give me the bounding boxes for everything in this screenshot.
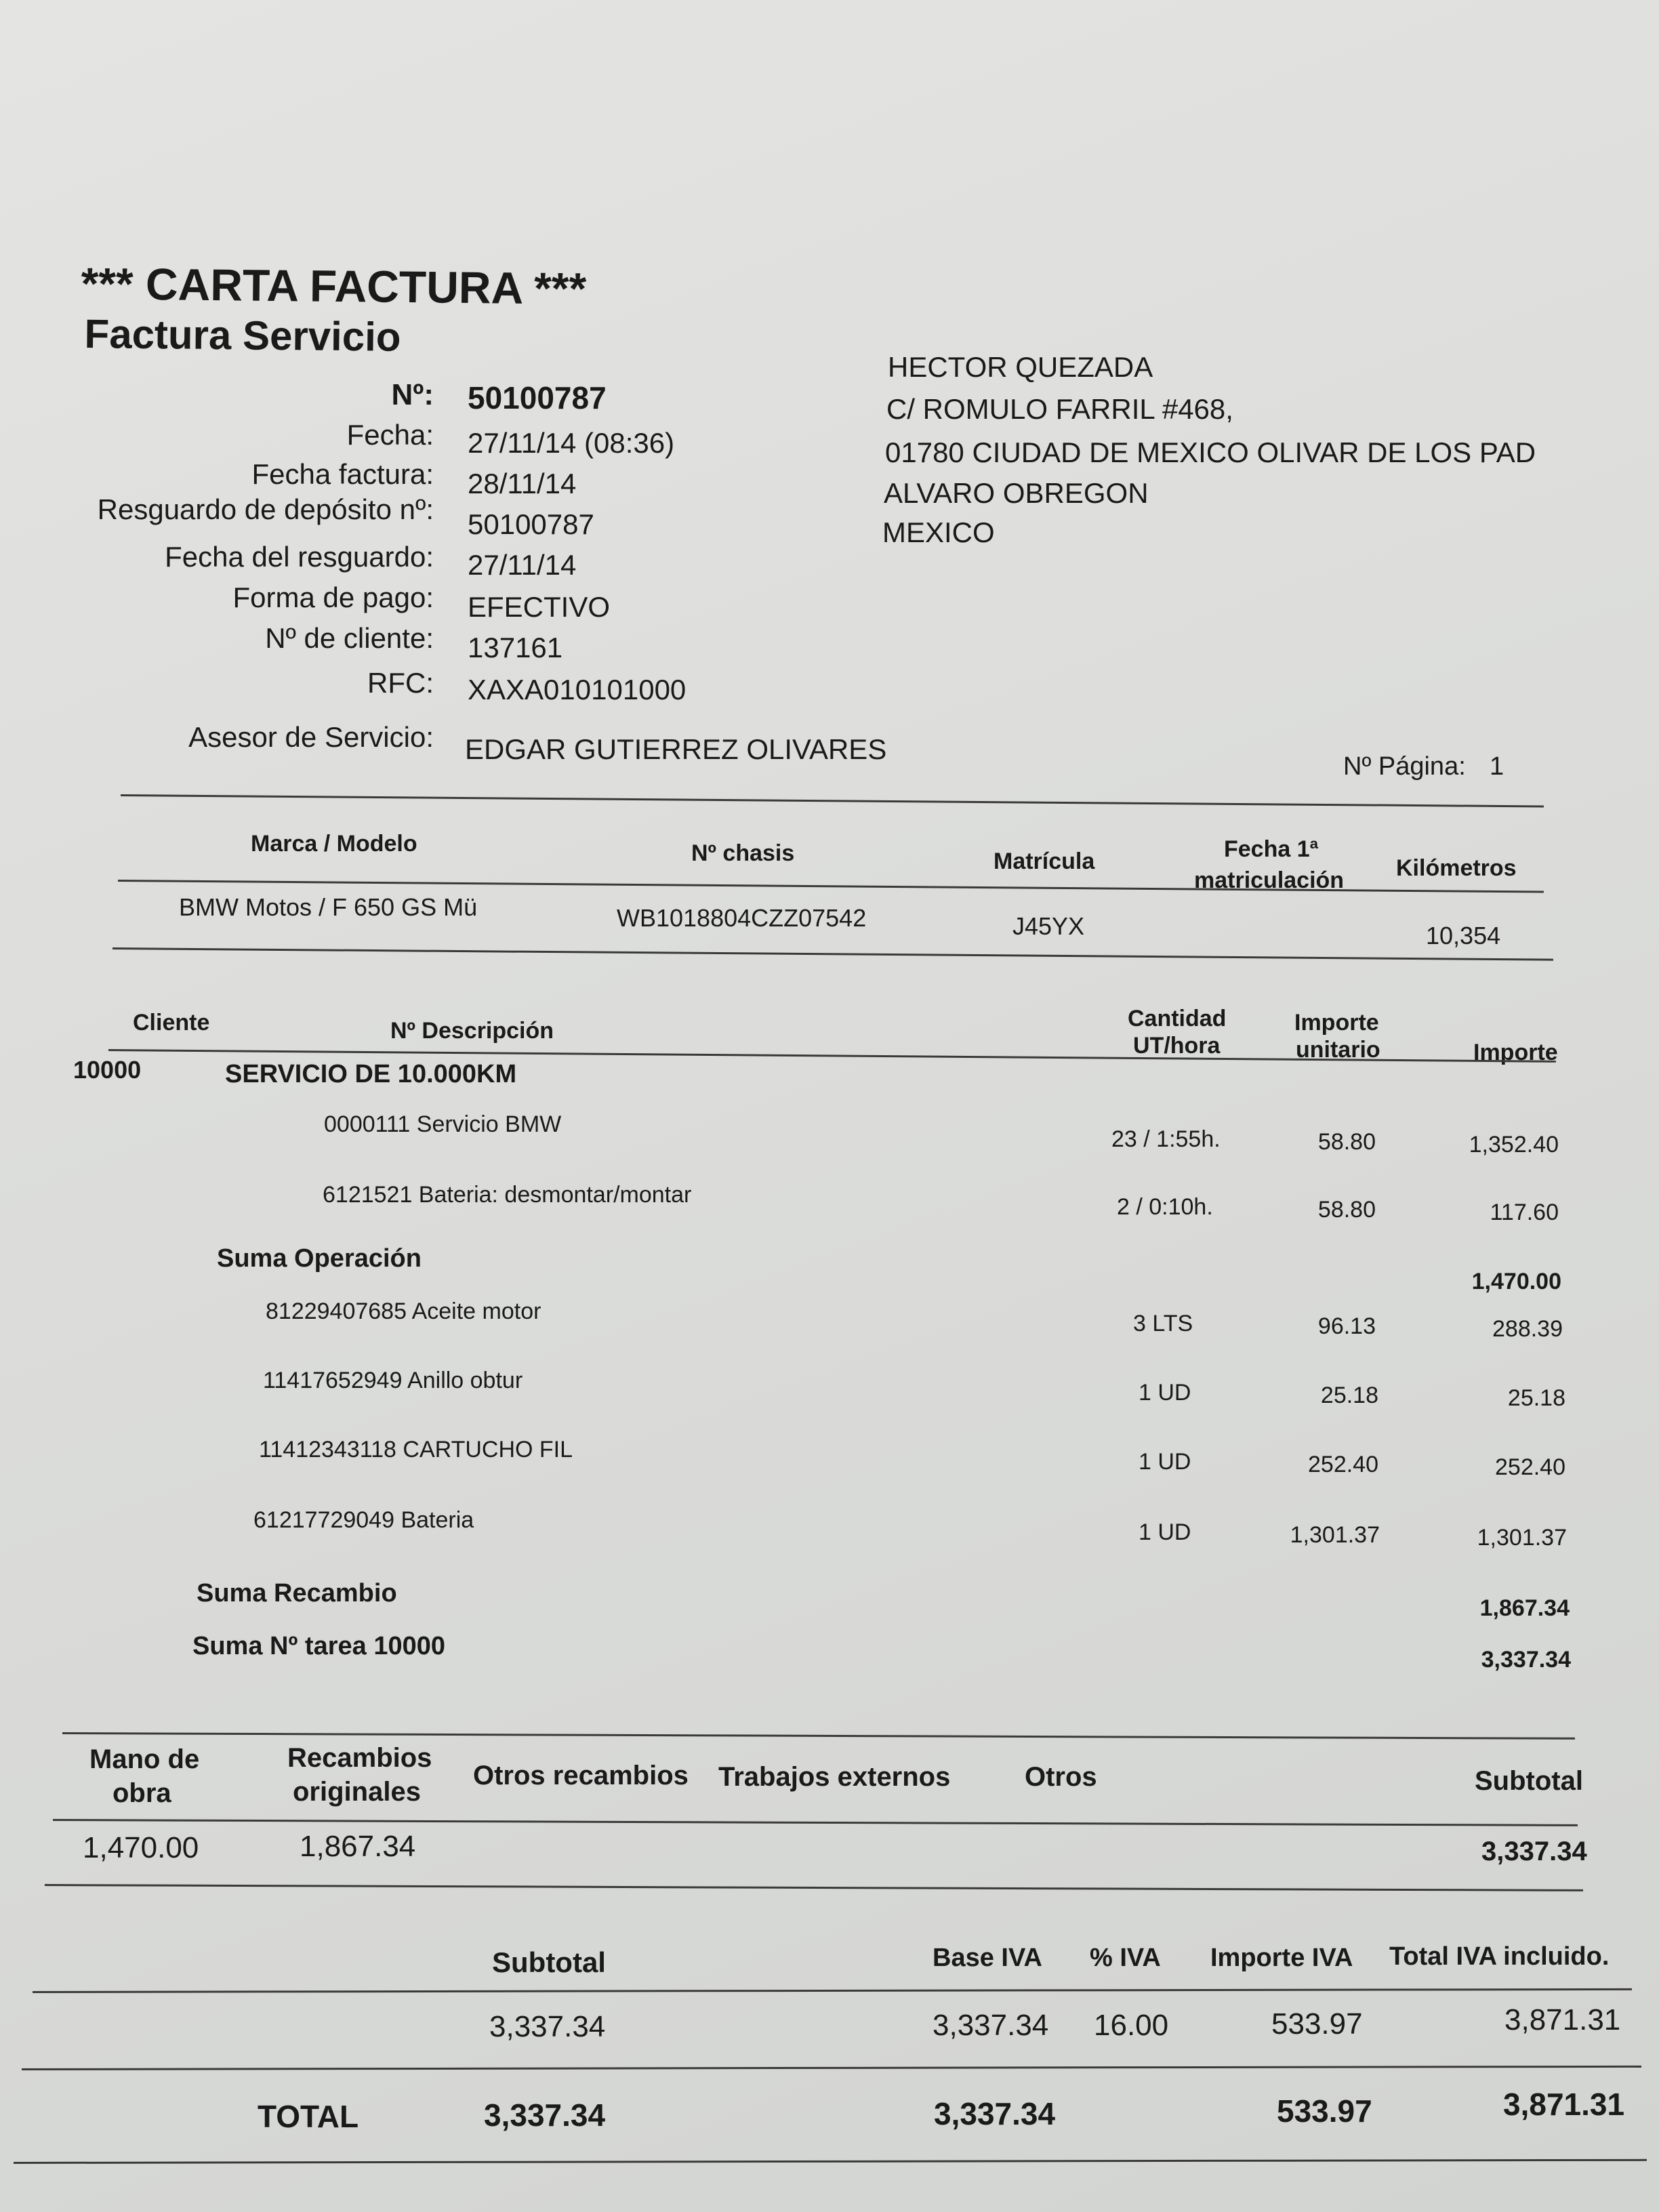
items-qty-header-2: UT/hora [1133,1033,1221,1059]
part-desc: 81229407685 Aceite motor [266,1298,541,1324]
vehicle-plate-header: Matrícula [994,848,1095,874]
suma-tarea-value: 3,337.34 [1481,1647,1571,1673]
deposit-number-label: Resguardo de depósito nº: [97,493,434,525]
labor-desc: 6121521 Bateria: desmontar/montar [323,1182,692,1208]
part-desc: 11417652949 Anillo obtur [263,1368,523,1393]
breakdown-labor-header-1: Mano de [89,1744,200,1774]
labor-desc: 0000111 Servicio BMW [324,1111,562,1137]
total-bottom-line [14,2159,1647,2164]
breakdown-others-header: Otros [1025,1762,1097,1792]
customer-city: 01780 CIUDAD DE MEXICO OLIVAR DE LOS PAD [885,436,1536,468]
part-amount: 25.18 [1507,1385,1565,1411]
part-qty: 1 UD [1139,1519,1191,1545]
suma-recambio-value: 1,867.34 [1479,1595,1570,1621]
part-amount: 252.40 [1495,1454,1565,1480]
labor-qty: 2 / 0:10h. [1117,1194,1213,1220]
vehicle-chassis-header: Nº chasis [691,840,795,866]
total-label: TOTAL [258,2099,359,2134]
tax-mid-line [22,2066,1641,2070]
customer-district: ALVARO OBREGON [884,477,1149,509]
breakdown-labor-value: 1,470.00 [83,1831,199,1864]
task-code: 10000 [73,1056,142,1084]
page-value: 1 [1490,752,1504,781]
invoice-date-label: Fecha factura: [251,458,434,490]
document-subtitle: Factura Servicio [84,310,401,360]
client-number-label: Nº de cliente: [265,622,434,654]
breakdown-parts-value: 1,867.34 [300,1830,416,1863]
part-amount: 288.39 [1492,1316,1563,1342]
total-subtotal: 3,337.34 [484,2097,606,2133]
tax-subtotal-value: 3,337.34 [489,2010,606,2043]
part-unit: 25.18 [1320,1382,1378,1408]
customer-street: C/ ROMULO FARRIL #468, [886,393,1233,425]
customer-name: HECTOR QUEZADA [888,351,1153,383]
deposit-date-value: 27/11/14 [468,549,577,581]
part-amount: 1,301.37 [1477,1525,1567,1551]
part-qty: 1 UD [1139,1449,1191,1475]
invoice-date-value: 28/11/14 [468,468,577,499]
vehicle-first-reg-header-1: Fecha 1ª [1224,836,1319,862]
deposit-date-label: Fecha del resguardo: [165,541,434,573]
document-title: *** CARTA FACTURA *** [81,258,587,314]
part-desc: 11412343118 CARTUCHO FIL [259,1437,573,1462]
breakdown-subtotal-value: 3,337.34 [1481,1837,1587,1866]
tax-amount-header: Importe IVA [1210,1944,1353,1972]
breakdown-bottom-line [45,1884,1583,1891]
items-client-header: Cliente [133,1010,210,1036]
suma-recambio-label: Suma Recambio [197,1579,397,1607]
part-unit: 96.13 [1317,1313,1376,1339]
date-value: 27/11/14 (08:36) [468,427,675,459]
part-qty: 1 UD [1139,1380,1191,1406]
part-unit: 252.40 [1308,1452,1378,1477]
items-desc-header: Nº Descripción [390,1018,554,1044]
items-amount-header: Importe [1473,1040,1558,1065]
suma-tarea-label: Suma Nº tarea 10000 [192,1632,445,1660]
vehicle-model: BMW Motos / F 650 GS Mü [179,893,478,921]
date-label: Fecha: [346,419,434,451]
labor-unit: 58.80 [1317,1129,1376,1155]
breakdown-parts-header-2: originales [293,1777,421,1807]
suma-operacion-value: 1,470.00 [1471,1269,1561,1294]
breakdown-parts-header-1: Recambios [287,1743,432,1773]
breakdown-external-header: Trabajos externos [718,1762,951,1792]
part-unit: 1,301.37 [1290,1522,1380,1548]
invoice-number-value: 50100787 [468,380,607,415]
payment-method-label: Forma de pago: [232,581,434,613]
vehicle-plate: J45YX [1012,912,1085,940]
labor-amount: 117.60 [1490,1200,1559,1225]
invoice-number-label: Nº: [391,378,434,411]
vehicle-first-reg-header-2: matriculación [1194,867,1345,893]
labor-amount: 1,352.40 [1469,1132,1559,1158]
part-desc: 61217729049 Bateria [253,1507,474,1533]
rfc-value: XAXA010101000 [468,674,687,705]
advisor-label: Asesor de Servicio: [188,721,434,753]
vehicle-model-header: Marca / Modelo [251,831,417,857]
breakdown-other-parts-header: Otros recambios [473,1761,689,1790]
items-unit-header-2: unitario [1296,1037,1380,1063]
total-tax: 533.97 [1277,2093,1372,2129]
payment-method-value: EFECTIVO [468,591,611,623]
advisor-value: EDGAR GUTIERREZ OLIVARES [465,733,887,765]
items-qty-header-1: Cantidad [1128,1006,1227,1031]
tax-base-header: Base IVA [933,1944,1042,1972]
labor-unit: 58.80 [1317,1197,1376,1223]
tax-subtotal-header: Subtotal [492,1946,606,1978]
breakdown-subtotal-header: Subtotal [1475,1766,1583,1796]
task-title: SERVICIO DE 10.000KM [225,1060,517,1088]
tax-amount-value: 533.97 [1271,2007,1363,2041]
total-base: 3,337.34 [934,2096,1056,2131]
breakdown-mid-line [53,1819,1578,1826]
customer-country: MEXICO [882,516,995,548]
labor-qty: 23 / 1:55h. [1111,1126,1221,1152]
suma-operacion-label: Suma Operación [217,1244,422,1273]
tax-pct-value: 16.00 [1094,2009,1169,2042]
client-number-value: 137161 [468,632,563,663]
total-grand: 3,871.31 [1503,2087,1625,2122]
tax-total-value: 3,871.31 [1504,2003,1621,2036]
breakdown-top-line [62,1732,1575,1740]
vehicle-chassis: WB1018804CZZ07542 [617,904,867,932]
items-unit-header-1: Importe [1294,1010,1379,1036]
tax-pct-header: % IVA [1090,1944,1161,1972]
vehicle-km-header: Kilómetros [1396,855,1517,881]
tax-total-header: Total IVA incluido. [1389,1942,1610,1971]
vehicle-top-line [121,794,1544,807]
deposit-number-value: 50100787 [468,508,594,540]
tax-base-value: 3,337.34 [933,2009,1049,2042]
part-qty: 3 LTS [1133,1311,1193,1336]
rfc-label: RFC: [367,667,434,699]
vehicle-km: 10,354 [1426,922,1501,949]
breakdown-labor-header-2: obra [112,1778,171,1808]
page-label: Nº Página: [1343,752,1466,781]
vehicle-bottom-line [112,947,1553,961]
tax-header-line [33,1988,1632,1993]
